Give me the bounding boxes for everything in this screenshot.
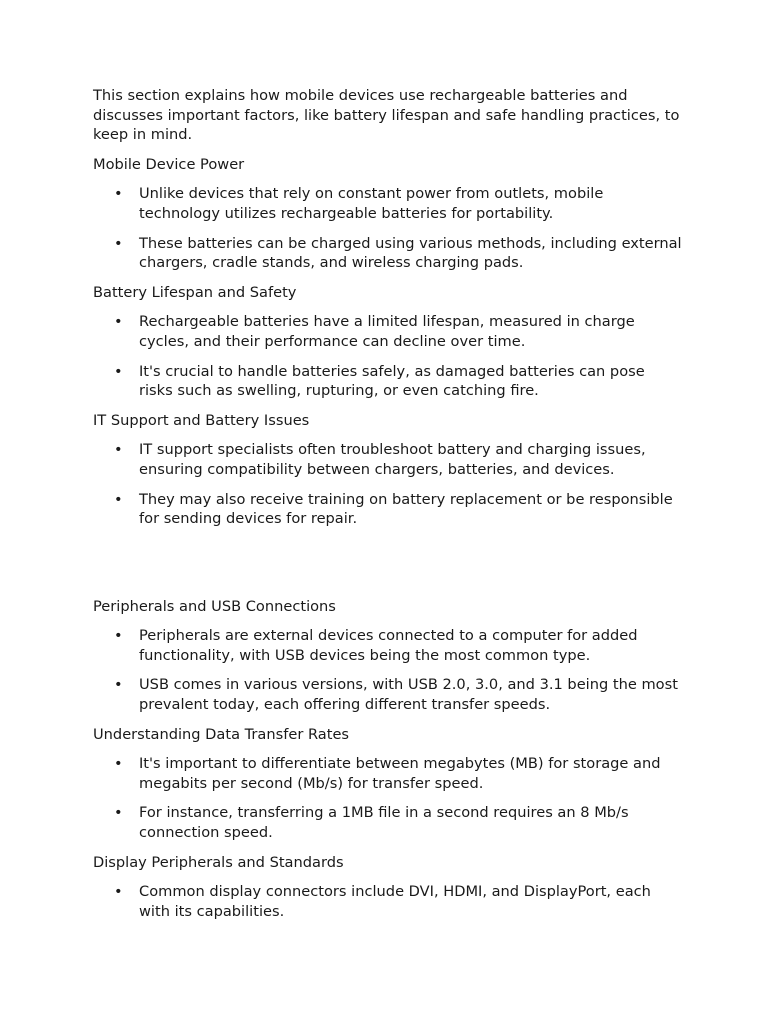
bullet-icon: • xyxy=(114,490,123,508)
bullet-list-data-transfer xyxy=(93,754,683,842)
bullet-list-battery-lifespan xyxy=(93,312,683,400)
section-heading-mobile-device-power: Mobile Device Power xyxy=(93,155,245,173)
list-item xyxy=(93,184,683,223)
list-item-text: Peripherals are external devices connected to a computer for added functionality, with USB devices being the most common type. xyxy=(139,627,638,664)
intro-paragraph: This section explains how mobile devices use rechargeable batteries and discusses important factors, like battery lifespan and safe handling practices, to keep in mind. xyxy=(93,87,680,144)
bullet-list-it-support xyxy=(93,440,683,528)
bullet-icon: • xyxy=(114,676,123,694)
list-item-text: For instance, transferring a 1MB file in a second requires an 8 Mb/s connection speed. xyxy=(139,804,629,842)
section-heading-peripherals-usb: Peripherals and USB Connections xyxy=(93,597,336,615)
list-item-text: It's important to differentiate between megabytes (MB) for storage and megabits per second (Mb/s) for transfer speed. xyxy=(139,755,661,792)
list-item xyxy=(93,312,683,351)
list-item xyxy=(93,803,683,842)
list-item xyxy=(93,440,683,479)
bullet-icon: • xyxy=(114,185,123,203)
list-item xyxy=(93,882,683,921)
list-item-text: USB comes in various versions, with USB 2.0, 3.0, and 3.1 being the most prevalent today, each offering different transfer speeds. xyxy=(139,676,678,714)
bullet-icon: • xyxy=(114,755,123,773)
section-heading-data-transfer: Understanding Data Transfer Rates xyxy=(93,725,350,743)
list-item-text: They may also receive training on battery replacement or be responsible for sending devices for repair. xyxy=(139,490,673,528)
list-item xyxy=(93,675,683,714)
list-item xyxy=(93,754,683,793)
list-item-text: It's crucial to handle batteries safely, as damaged batteries can pose risks such as swelling, rupturing, or even catching fire. xyxy=(139,362,645,400)
list-item xyxy=(93,234,683,273)
list-item-text: Common display connectors include DVI, HDMI, and DisplayPort, each with its capabilities. xyxy=(139,883,651,920)
section-heading-it-support: IT Support and Battery Issues xyxy=(93,411,310,429)
bullet-list-mobile-device-power xyxy=(93,184,683,272)
list-item-text: Unlike devices that rely on constant power from outlets, mobile technology utilizes rechargeable batteries for portability. xyxy=(139,185,604,222)
bullet-icon: • xyxy=(114,627,123,645)
document-body xyxy=(93,86,683,931)
list-item xyxy=(93,490,683,529)
bullet-icon: • xyxy=(114,362,123,380)
section-heading-display-peripherals: Display Peripherals and Standards xyxy=(93,853,344,871)
list-item-text: These batteries can be charged using various methods, including external chargers, cradle stands, and wireless charging pads. xyxy=(139,234,682,272)
list-item-text: Rechargeable batteries have a limited lifespan, measured in charge cycles, and their performance can decline over time. xyxy=(139,313,635,350)
section-heading-battery-lifespan: Battery Lifespan and Safety xyxy=(93,283,297,301)
bullet-icon: • xyxy=(114,313,123,331)
list-item-text: IT support specialists often troubleshoot battery and charging issues, ensuring compatibility between chargers, batteries, and devices. xyxy=(139,441,646,478)
section-gap xyxy=(93,539,683,597)
bullet-icon: • xyxy=(114,234,123,252)
bullet-list-peripherals-usb xyxy=(93,626,683,714)
bullet-icon: • xyxy=(114,441,123,459)
list-item xyxy=(93,626,683,665)
bullet-icon: • xyxy=(114,804,123,822)
bullet-icon: • xyxy=(114,883,123,901)
bullet-list-display-peripherals xyxy=(93,882,683,921)
list-item xyxy=(93,362,683,401)
